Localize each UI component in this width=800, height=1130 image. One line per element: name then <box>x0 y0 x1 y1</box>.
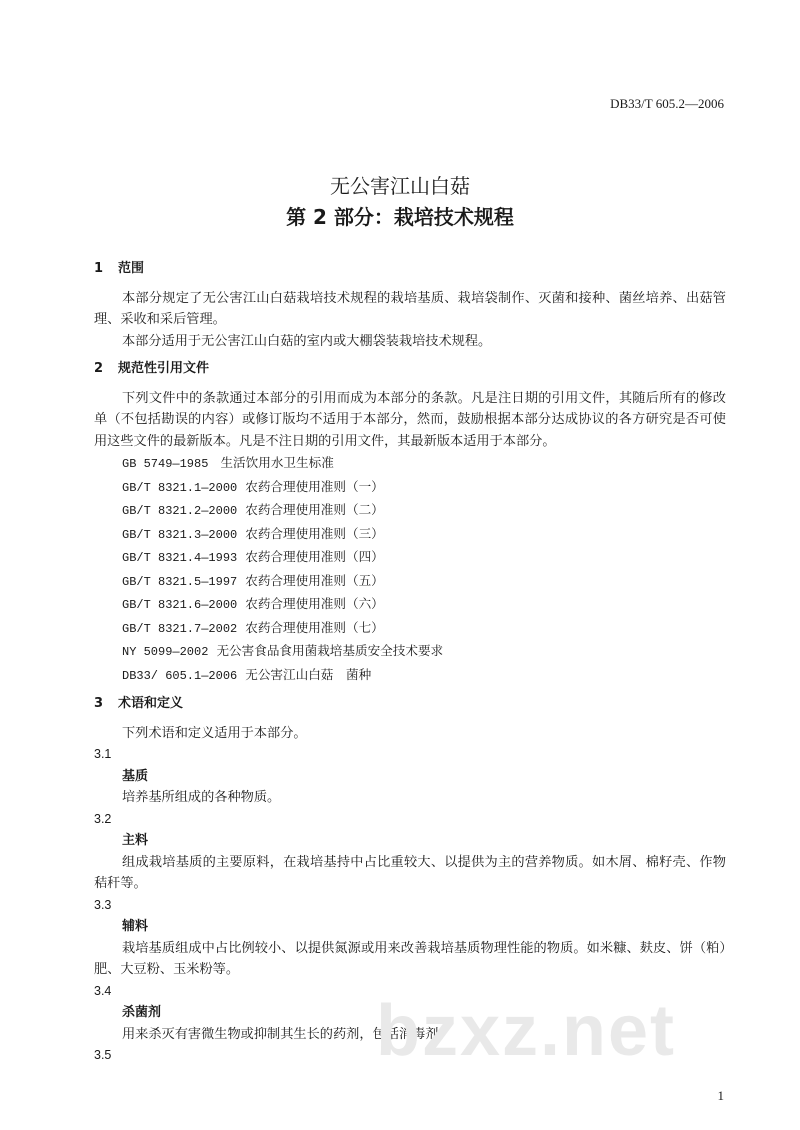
section-number: 2 <box>94 361 104 376</box>
reference-title: 农药合理使用准则（四） <box>245 549 384 564</box>
reference-title: 农药合理使用准则（七） <box>245 619 384 635</box>
term-name: 辅料 <box>122 919 149 934</box>
reference-item <box>94 476 726 500</box>
reference-code: GB/T 8321.7—2002 <box>122 621 238 636</box>
normative-intro: 下列文件中的条款通过本部分的引用而成为本部分的条款。凡是注日期的引用文件，其随后所有的修改单（不包括勘误的内容）或修订版均不适用于本部分，然而，鼓励根据本部分达成协议的各方研究是否可使用这些文件的最新版本。凡是不注日期的引用文件，其最新版本适用于本部分。 <box>94 390 726 449</box>
term-entry <box>94 895 726 981</box>
term-number: 3.4 <box>94 983 112 998</box>
reference-code: NY 5099—2002 <box>122 645 209 659</box>
reference-code: GB/T 8321.1—2000 <box>122 480 238 495</box>
term-name: 主料 <box>122 833 149 848</box>
term-number: 3.1 <box>94 747 112 761</box>
document-number: DB33/T 605.2—2006 <box>610 96 724 111</box>
reference-code: GB/T 8321.3—2000 <box>122 527 238 542</box>
term-definition: 组成栽培基质的主要原料，在栽培基持中占比重较大、以提供为主的营养物质。如木屑、棉籽壳、作物秸秆等。 <box>94 854 726 891</box>
reference-item <box>94 499 726 523</box>
reference-code: GB/T 8321.6—2000 <box>122 598 238 612</box>
section-heading-normative <box>94 358 726 380</box>
reference-item <box>94 617 726 641</box>
reference-code: GB 5749—1985 <box>122 457 209 471</box>
reference-item <box>94 523 726 547</box>
reference-item <box>94 546 726 570</box>
term-entry <box>94 809 726 895</box>
reference-item <box>94 664 726 688</box>
term-entry <box>94 744 726 809</box>
term-definition: 培养基所组成的各种物质。 <box>122 790 281 805</box>
term-number: 3.2 <box>94 811 112 826</box>
reference-title: 农药合理使用准则（一） <box>245 478 384 494</box>
section-heading-scope <box>94 258 726 280</box>
reference-code: GB/T 8321.5—1997 <box>122 574 238 589</box>
reference-title: 农药合理使用准则（三） <box>245 525 384 541</box>
reference-code: DB33/ 605.1—2006 <box>122 668 238 683</box>
section-title: 术语和定义 <box>118 696 184 711</box>
section-title: 规范性引用文件 <box>118 361 210 376</box>
reference-item <box>94 640 726 664</box>
reference-title: 无公害食品食用菌栽培基质安全技术要求 <box>216 643 444 658</box>
reference-title: 无公害江山白菇 菌种 <box>245 666 372 682</box>
terms-intro: 下列术语和定义适用于本部分。 <box>122 725 307 741</box>
reference-title: 农药合理使用准则（六） <box>245 596 384 611</box>
reference-title: 农药合理使用准则（五） <box>245 572 384 588</box>
scope-paragraph-2: 本部分适用于无公害江山白菇的室内或大棚袋装栽培技术规程。 <box>122 333 492 349</box>
reference-item <box>94 593 726 617</box>
reference-title: 生活饮用水卫生标准 <box>220 455 334 470</box>
reference-list <box>94 452 726 687</box>
reference-code: GB/T 8321.2—2000 <box>122 504 238 518</box>
document-title-line1: 无公害江山白菇 <box>330 174 470 198</box>
term-name: 基质 <box>122 768 149 784</box>
section-heading-terms <box>94 693 726 715</box>
section-title: 范围 <box>118 261 145 276</box>
reference-item <box>94 452 726 476</box>
page-number: 1 <box>717 1088 724 1103</box>
scope-paragraph-1: 本部分规定了无公害江山白菇栽培技术规程的栽培基质、栽培袋制作、灭菌和接种、菌丝培养、出菇管理、采收和采后管理。 <box>94 290 726 327</box>
document-body <box>94 258 726 1067</box>
reference-item <box>94 570 726 594</box>
term-number: 3.3 <box>94 897 112 912</box>
section-number: 3 <box>94 696 104 711</box>
reference-code: GB/T 8321.4—1993 <box>122 551 238 565</box>
term-definition: 栽培基质组成中占比例较小、以提供氮源或用来改善栽培基质物理性能的物质。如米糠、麸皮、饼（粕）肥、大豆粉、玉米粉等。 <box>94 940 726 977</box>
term-name: 杀菌剂 <box>122 1005 162 1020</box>
watermark: bzxz.net <box>376 991 677 1071</box>
section-number: 1 <box>94 261 104 276</box>
document-title-line2: 第 2 部分：栽培技术规程 <box>286 205 514 229</box>
reference-title: 农药合理使用准则（二） <box>245 502 384 517</box>
term-definition: 用来杀灭有害微生物或抑制其生长的药剂，包括消毒剂。 <box>122 1026 452 1042</box>
term-number: 3.5 <box>94 1048 112 1062</box>
